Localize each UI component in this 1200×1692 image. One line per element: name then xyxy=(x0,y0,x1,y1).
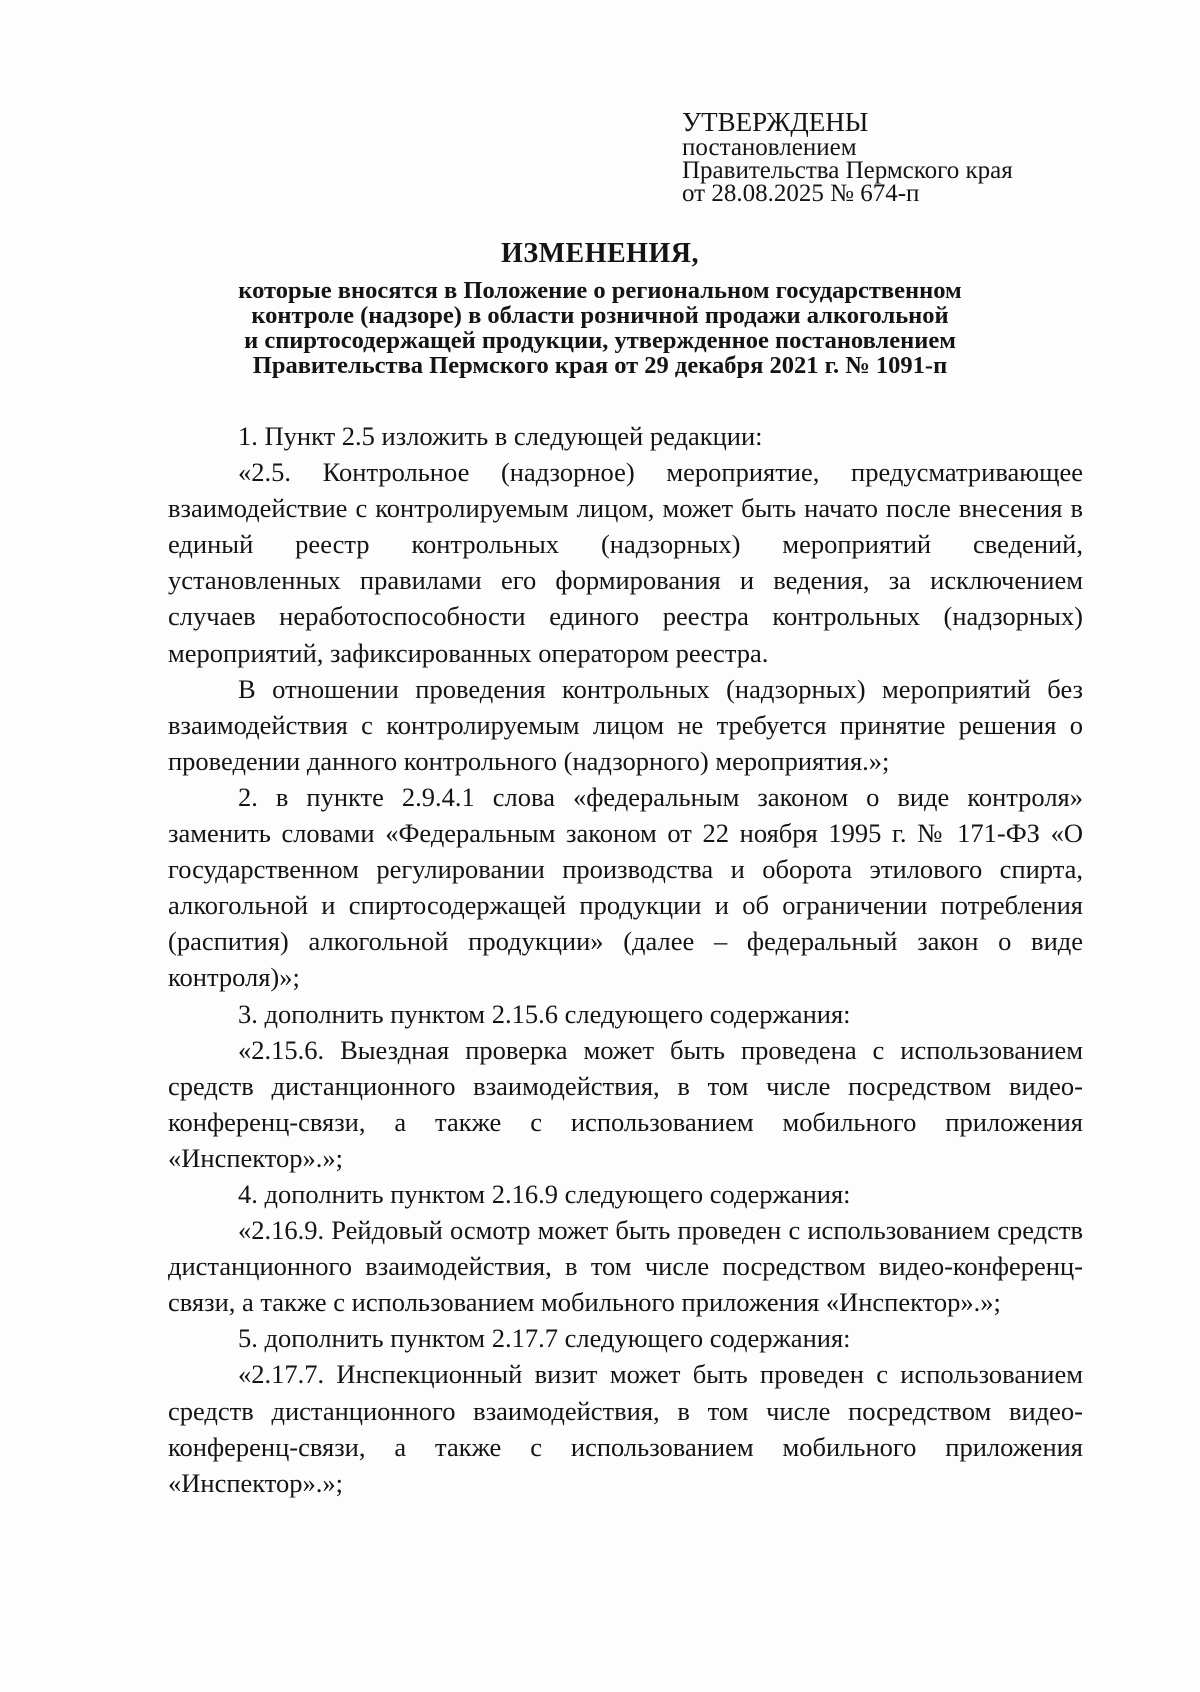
subtitle-line: контроле (надзоре) в области розничной продажи алкогольной xyxy=(251,302,949,329)
document-title: ИЗМЕНЕНИЯ, xyxy=(501,238,699,269)
document-subtitle xyxy=(150,278,1050,378)
paragraph-quote-2-5-cont: В отношении проведения контрольных (надзорных) мероприятий без взаимодействия с контролируемым лицом не требуется принятие решения о проведении данного контрольного (надзорного) мероприятия.»; xyxy=(168,673,1083,776)
subtitle-line: Правительства Пермского края от 29 декабря 2021 г. № 1091-п xyxy=(252,352,948,379)
subtitle-line: которые вносятся в Положение о региональном государственном xyxy=(238,277,962,304)
approval-date: от 28.08.2025 № 674-п xyxy=(682,180,920,207)
paragraph-item-4: 4. дополнить пунктом 2.16.9 следующего содержания: xyxy=(238,1178,851,1209)
approval-title: УТВЕРЖДЕНЫ xyxy=(682,107,869,137)
paragraph-item-5: 5. дополнить пунктом 2.17.7 следующего содержания: xyxy=(238,1323,851,1354)
approval-line: постановлением xyxy=(682,134,857,161)
approval-stamp xyxy=(682,108,1102,205)
subtitle-line: и спиртосодержащей продукции, утвержденное постановлением xyxy=(244,327,956,354)
paragraph-item-3: 3. дополнить пунктом 2.15.6 следующего содержания: xyxy=(238,998,851,1029)
paragraph-item-2: 2. в пункте 2.9.4.1 слова «федеральным законом о виде контроля» заменить словами «Федеральным законом от 22 ноября 1995 г. № 171-ФЗ «О государственном регулировании производства и оборота этилового спирта, алкогольной и спиртосодержащей продукции и об ограничении потребления (распития) алкогольной продукции» (далее – федеральный закон о виде контроля)»; xyxy=(168,781,1083,993)
paragraph-quote-2-15-6: «2.15.6. Выездная проверка может быть проведена с использованием средств дистанционного взаимодействия, в том числе посредством видео-конференц-связи, а также с использованием мобильного приложения «Инспектор».»; xyxy=(168,1034,1083,1173)
approval-line: Правительства Пермского края xyxy=(682,157,1013,184)
paragraph-item-1: 1. Пункт 2.5 изложить в следующей редакции: xyxy=(238,421,763,451)
paragraph-quote-2-16-9: «2.16.9. Рейдовый осмотр может быть проведен с использованием средств дистанционного взаимодействия, в том числе посредством видео-конференц-связи, а также с использованием мобильного приложения «Инспектор».»; xyxy=(168,1215,1083,1318)
paragraph-quote-2-17-7: «2.17.7. Инспекционный визит может быть проведен с использованием средств дистанционного взаимодействия, в том числе посредством видео-конференц-связи, а также с использованием мобильного приложения «Инспектор».»; xyxy=(168,1359,1083,1498)
paragraph-quote-2-5: «2.5. Контрольное (надзорное) мероприятие, предусматривающее взаимодействие с контролируемым лицом, может быть начато после внесения в единый реестр контрольных (надзорных) мероприятий сведений, установленных правилами его формирования и ведения, за исключением случаев неработоспособности единого реестра контрольных (надзорных) мероприятий, зафиксированных оператором реестра. xyxy=(168,457,1083,668)
document-body xyxy=(168,418,1083,1501)
